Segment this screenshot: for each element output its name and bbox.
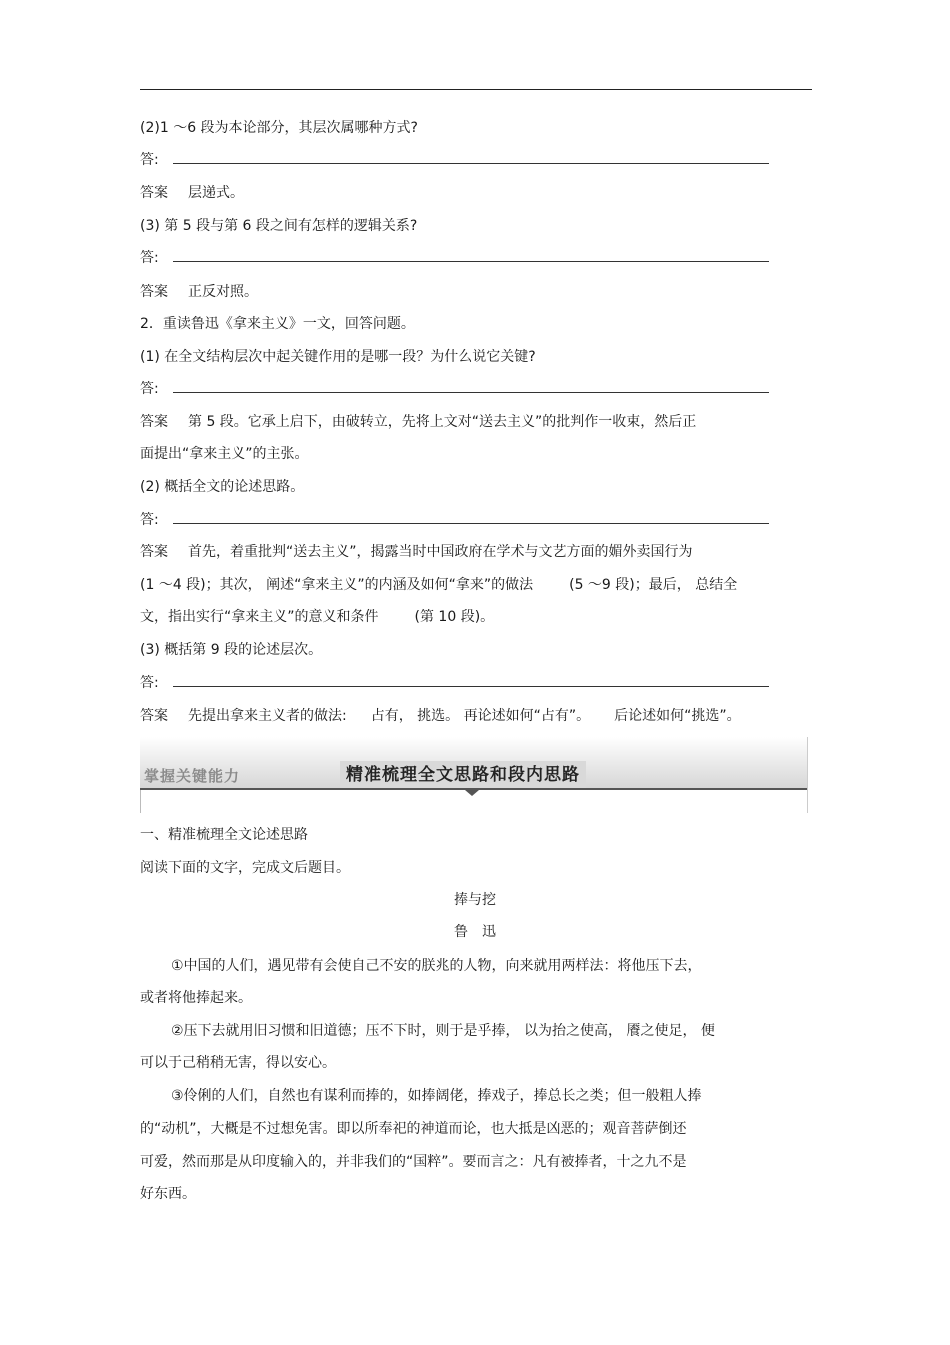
answer-field-t2-2[interactable]: [140, 510, 772, 530]
article-paragraph-3-line-2: 的“动机”，大概是不过想免害。即以所奉祀的神道而论，也大抵是凶恶的；观音菩萨倒还: [140, 1121, 687, 1137]
answer-prompt: 答:: [140, 381, 159, 397]
banner-side-right: [807, 737, 808, 813]
answer-text: 正反对照。: [188, 284, 258, 300]
article-paragraph-1-line-2: 或者将他捧起来。: [140, 990, 252, 1006]
answer-field-t2-3[interactable]: [140, 673, 772, 693]
task-2-heading: 2．重读鲁迅《拿来主义》一文，回答问题。: [140, 316, 415, 332]
answer-blank[interactable]: [173, 151, 769, 164]
question-t2-1: (1) 在全文结构层次中起关键作用的是哪一段？为什么说它关键?: [140, 349, 536, 365]
answer-2-2: [140, 183, 244, 203]
answer-t2-2-line1: [140, 542, 693, 562]
question-t2-2: (2) 概括全文的论述思路。: [140, 479, 305, 495]
answer-prompt: 答:: [140, 675, 159, 691]
answer-field-2-2[interactable]: [140, 150, 772, 170]
answer-2-3: [140, 282, 258, 302]
article-paragraph-2-line-2: 可以于己稍稍无害，得以安心。: [140, 1055, 336, 1071]
section-heading: 一、精准梳理全文论述思路: [140, 827, 308, 843]
answer-field-2-3[interactable]: [140, 248, 772, 268]
answer-text: 第 5 段。它承上启下，由破转立，先将上文对“送去主义”的批判作一收束，然后正: [188, 414, 697, 430]
answer-label: 答案: [140, 414, 168, 430]
answer-prompt: 答:: [140, 152, 159, 168]
answer-t2-1-line2: 面提出“拿来主义”的主张。: [140, 446, 309, 462]
article-paragraph-1-line-1: ①中国的人们，遇见带有会使自己不安的朕兆的人物，向来就用两样法：将他压下去，: [171, 958, 702, 974]
answer-t2-1-line1: [140, 412, 696, 432]
banner-main-label: 精准梳理全文思路和段内思路: [340, 761, 586, 789]
question-2-2: (2)1 ～6 段为本论部分，其层次属哪种方式?: [140, 120, 418, 136]
section-instruction: 阅读下面的文字，完成文后题目。: [140, 860, 350, 876]
header-rule: [140, 89, 812, 90]
answer-blank[interactable]: [173, 380, 769, 393]
answer-text: 首先，着重批判“送去主义”，揭露当时中国政府在学术与文艺方面的媚外卖国行为: [188, 544, 693, 560]
banner-side-left: [140, 790, 141, 813]
question-2-3: (3) 第 5 段与第 6 段之间有怎样的逻辑关系?: [140, 218, 418, 234]
answer-text: 先提出拿来主义者的做法:: [188, 708, 347, 724]
article-paragraph-2-line-1: ②压下去就用旧习惯和旧道德；压不下时，则于是乎捧， 以为抬之使高， 餍之使足， 便: [171, 1023, 715, 1039]
article-paragraph-3-line-4: 好东西。: [140, 1186, 196, 1202]
article-paragraph-3-line-1: ③伶俐的人们，自然也有谋利而捧的，如捧阔佬，捧戏子，捧总长之类；但一般粗人捧: [171, 1088, 702, 1104]
article-title: 捧与挖: [454, 892, 496, 908]
answer-text: (5 ～9 段)；最后， 总结全: [569, 577, 738, 593]
section-banner: [140, 737, 808, 813]
answer-text: 后论述如何“挑选”。: [614, 708, 741, 724]
answer-text: (第 10 段)。: [414, 609, 495, 625]
answer-text: 占有， 挑选。 再论述如何“占有”。: [370, 708, 591, 724]
answer-prompt: 答:: [140, 250, 159, 266]
banner-notch: [465, 790, 479, 796]
answer-label: 答案: [140, 544, 168, 560]
answer-label: 答案: [140, 284, 168, 300]
answer-t2-3: [140, 706, 741, 726]
article-author: 鲁 迅: [454, 924, 496, 940]
answer-text: 文，指出实行“拿来主义”的意义和条件: [140, 609, 379, 625]
answer-blank[interactable]: [173, 249, 769, 262]
question-t2-3: (3) 概括第 9 段的论述层次。: [140, 642, 323, 658]
answer-text: (1 ～4 段)；其次， 阐述“拿来主义”的内涵及如何“拿来”的做法: [140, 577, 534, 593]
answer-blank[interactable]: [173, 674, 769, 687]
answer-field-t2-1[interactable]: [140, 379, 772, 399]
answer-label: 答案: [140, 185, 168, 201]
answer-prompt: 答:: [140, 512, 159, 528]
answer-label: 答案: [140, 708, 168, 724]
banner-left-label: 掌握关键能力: [144, 767, 241, 785]
answer-blank[interactable]: [173, 511, 769, 524]
answer-t2-2-line3: [140, 607, 494, 627]
answer-text: 层递式。: [188, 185, 244, 201]
answer-t2-2-line2: [140, 575, 737, 595]
article-paragraph-3-line-3: 可爱，然而那是从印度输入的，并非我们的“国粹”。要而言之：凡有被捧者，十之九不是: [140, 1154, 687, 1170]
